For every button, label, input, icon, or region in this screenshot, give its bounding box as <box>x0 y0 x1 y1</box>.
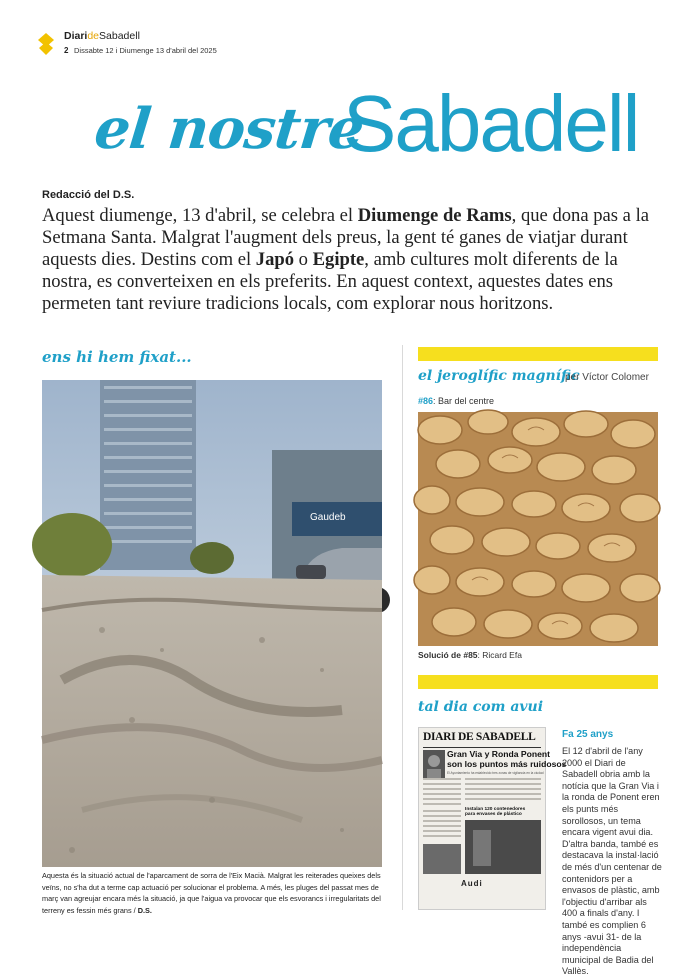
issue-date: Dissabte 12 i Diumenge 13 d'abril del 2025 <box>74 46 217 55</box>
newspaper-subhead: El Ayuntamiento ha establecido tres zonas de vigilancia en la ciudad <box>447 771 544 775</box>
section-heading-fixat: ens hi hem fixat... <box>42 348 192 366</box>
parking-lot-photo <box>42 380 382 867</box>
corks-puzzle-image <box>418 412 658 646</box>
corks-illustration <box>418 412 658 646</box>
newspaper-ad: Audi <box>461 879 483 888</box>
newspaper-headline: Gran Via y Ronda Ponent son los puntos más ruidosos <box>447 749 567 769</box>
section-title-script: el nostre <box>91 96 367 162</box>
newspaper-portrait-image <box>423 750 445 780</box>
page-number: 2 <box>64 46 69 55</box>
archive-text: El 12 d'abril de l'any 2000 el Diari de Sabadell obria amb la notícia que la Gran Via i la ronda de Ponent eren els punts més sorollosos, un tema encara vigent avui dia. D'altra banda, també es destacava la instal·lació de més d'un centenar de contenidors per a envasos de plàstic, amb l'objectiu d'arribar als 400 a finals d'any. I també es complien 6 anys -avui 31- de la independència municipal de Badia del Vallès. <box>562 746 662 977</box>
archive-newspaper-cover <box>418 727 567 910</box>
photo-caption: Aquesta és la situació actual de l'aparcament de sorra de l'Eix Macià. Malgrat les reiterades queixes dels veïns, no s'ha dut a terme cap actuació per solucionar el problema. A més, les pluges del passat mes de març van agreujar encara més la situació, ja que l'aigua va provocar que els esvorancs i irregularitats del terreny es fessin més grans / D.S. <box>42 871 381 915</box>
article-lead: Aquest diumenge, 13 d'abril, se celebra el Diumenge de Rams, que dona pas a la Setmana Santa. Malgrat l'augment dels preus, la gent té ganes de viatjar durant aquests dies. Destins com el Japó o Egipte, amb cultures molt diferents de la nostra, es converteixen en els preferits. En aquest context, aquestes dates ens permeten tant reviure tradicions locals, com explorar nous horitzons. <box>42 205 649 314</box>
yellow-bar-puzzle <box>418 347 658 361</box>
puzzle-solution: Solució de #85: Ricard Efa <box>418 650 522 660</box>
column-divider <box>402 345 403 910</box>
puzzle-clue: #86: Bar del centre <box>418 396 495 406</box>
newspaper-masthead: DIARI DE SABADELL <box>423 731 536 743</box>
puzzle-heading: el jeroglífic magnífic <box>418 368 580 384</box>
newspaper-body-layout <box>423 778 541 878</box>
newspaper-second-headline: Instalan 120 contenedores para envases de plástico <box>465 807 526 818</box>
archive-label: Fa 25 anys <box>562 729 614 740</box>
puzzle-author: per Víctor Colomer <box>565 372 649 383</box>
article-byline: Redacció del D.S. <box>42 189 135 201</box>
svg-text:Gaudeb: Gaudeb <box>310 512 346 523</box>
parking-lot-illustration <box>42 380 382 867</box>
archive-heading: tal dia com avui <box>418 699 544 715</box>
newspaper-rule <box>423 747 541 748</box>
diari-logo-icon <box>38 33 54 55</box>
section-title-main: Sabadell <box>343 79 639 168</box>
yellow-bar-archive <box>418 675 658 689</box>
brand-name: DiarideSabadell <box>64 30 140 42</box>
